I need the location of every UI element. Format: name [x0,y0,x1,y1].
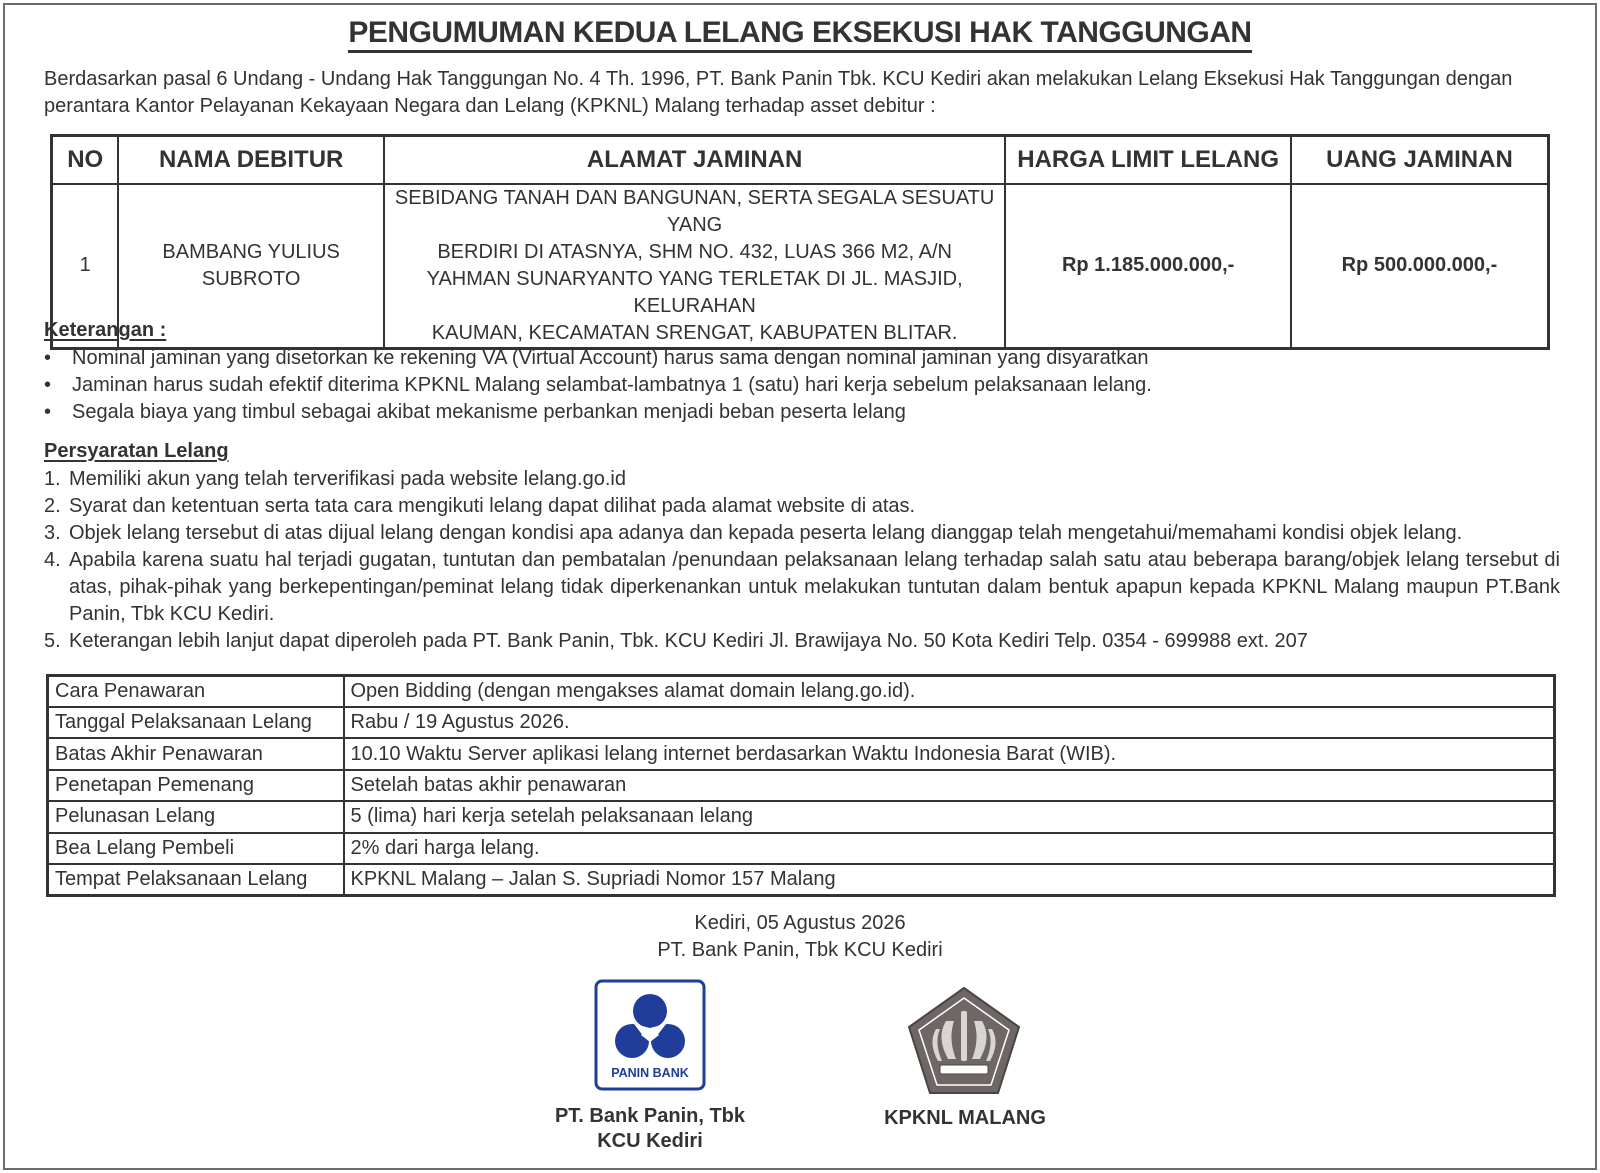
kpknl-emblem [906,985,1022,1097]
list-item: • Jaminan harus sudah efektif diterima KPKNL Malang selambat-lambatnya 1 (satu) hari kerja sebelum pelaksanaan lelang. [44,372,1544,399]
info-key: Tanggal Pelaksanaan Lelang [48,707,344,738]
info-value: 2% dari harga lelang. [344,833,1555,864]
panin-caption-line: KCU Kediri [597,1130,703,1152]
panin-caption-line: PT. Bank Panin, Tbk [554,1105,746,1127]
info-value: 5 (lima) hari kerja setelah pelaksanaan lelang [344,801,1555,832]
table-row [48,801,1555,832]
list-item [44,493,1560,520]
notes-list [44,345,1544,426]
list-item [44,547,1560,628]
address-line: KAUMAN, KECAMATAN SRENGAT, KABUPATEN BLITAR. [431,321,958,344]
table-row [48,738,1555,769]
panin-logo-text: PANIN BANK [611,1066,689,1080]
header-deposit: UANG JAMINAN [1291,136,1549,184]
list-item [44,520,1560,547]
kpknl-caption: KPKNL MALANG [884,1107,1046,1129]
header-limit-price: HARGA LIMIT LELANG [1005,136,1291,184]
info-value: KPKNL Malang – Jalan S. Supriadi Nomor 157 Malang [344,864,1555,895]
info-key: Tempat Pelaksanaan Lelang [48,864,344,895]
list-item [44,466,1560,493]
list-item [44,628,1560,655]
info-value: Setelah batas akhir penawaran [344,770,1555,801]
table-row [48,676,1555,707]
address-line: YAHMAN SUNARYANTO YANG TERLETAK DI JL. MASJID, KELURAHAN [426,267,963,317]
table-row [48,770,1555,801]
cell-collateral-address [384,184,1005,349]
item-number: 1. [44,468,61,490]
signature-company: PT. Bank Panin, Tbk KCU Kediri [657,939,943,961]
item-text: Apabila karena suatu hal terjadi gugatan, tuntutan dan pembatalan /penundaan pelaksanaan lelang terhadap salah satu atau beberapa barang/objek lelang tersebut di atas, pihak-pihak yang berkepentingan/peminat lelang tidak diperkenankan untuk melakukan tuntutan dalam bentuk apapun kepada KPKNL Malang maupun PT.Bank Panin, Tbk KCU Kediri. [69,549,1560,625]
table-row [48,864,1555,895]
cell-no: 1 [52,184,119,349]
info-key: Bea Lelang Pembeli [48,833,344,864]
notes-heading: Keterangan : [44,319,167,341]
list-item: • Segala biaya yang timbul sebagai akibat mekanisme perbankan menjadi beban peserta lelang [44,399,1544,426]
info-key: Pelunasan Lelang [48,801,344,832]
table-row [48,833,1555,864]
auction-info-table [46,674,1556,897]
cell-limit-price: Rp 1.185.000.000,- [1005,184,1291,349]
page-title: PENGUMUMAN KEDUA LELANG EKSEKUSI HAK TANGGUNGAN [0,16,1600,50]
requirements-list [44,466,1560,655]
cell-deposit: Rp 500.000.000,- [1291,184,1549,349]
address-line: BERDIRI DI ATASNYA, SHM NO. 432, LUAS 366 M2, A/N [437,240,952,263]
item-number: 5. [44,630,61,652]
info-value: Open Bidding (dengan mengakses alamat domain lelang.go.id). [344,676,1555,707]
info-key: Penetapan Pemenang [48,770,344,801]
item-text: Objek lelang tersebut di atas dijual lelang dengan kondisi apa adanya dan kepada peserta lelang dianggap telah mengetahui/memahami kondisi objek lelang. [69,522,1463,544]
info-value: Rabu / 19 Agustus 2026. [344,707,1555,738]
table-row [48,707,1555,738]
panin-bank-logo [594,979,706,1091]
assets-table [50,134,1550,350]
debtor-line: BAMBANG YULIUS [162,240,340,263]
intro-paragraph: Berdasarkan pasal 6 Undang - Undang Hak Tanggungan No. 4 Th. 1996, PT. Bank Panin Tbk. KCU Kediri akan melakukan Lelang Eksekusi Hak Tanggungan dengan perantara Kantor Pelayanan Kekayaan Negara dan Lelang (KPKNL) Malang terhadap asset debitur : [44,68,1513,117]
list-item: • Nominal jaminan yang disetorkan ke rekening VA (Virtual Account) harus sama dengan nominal jaminan yang disyaratkan [44,345,1544,372]
signature-block [0,910,1600,964]
assets-header-row [52,136,1549,184]
item-number: 3. [44,522,61,544]
info-key: Cara Penawaran [48,676,344,707]
info-value: 10.10 Waktu Server aplikasi lelang internet berdasarkan Waktu Indonesia Barat (WIB). [344,738,1555,769]
header-no: NO [52,136,119,184]
signature-place-date: Kediri, 05 Agustus 2026 [694,912,906,934]
panin-caption [540,1104,760,1154]
header-debtor-name: NAMA DEBITUR [118,136,384,184]
debtor-line: SUBROTO [201,267,301,290]
info-key: Batas Akhir Penawaran [48,738,344,769]
requirements-heading: Persyaratan Lelang [44,440,229,462]
item-number: 2. [44,495,61,517]
item-number: 4. [44,549,61,571]
table-row [52,184,1549,349]
item-text: Keterangan lebih lanjut dapat diperoleh pada PT. Bank Panin, Tbk. KCU Kediri Jl. Brawijaya No. 50 Kota Kediri Telp. 0354 - 699988 ext. 207 [69,630,1308,652]
item-text: Syarat dan ketentuan serta tata cara mengikuti lelang dapat dilihat pada alamat website di atas. [69,495,916,517]
address-line: SEBIDANG TANAH DAN BANGUNAN, SERTA SEGALA SESUATU YANG [394,186,995,236]
item-text: Memiliki akun yang telah terverifikasi pada website lelang.go.id [69,468,626,490]
header-collateral-address: ALAMAT JAMINAN [384,136,1005,184]
